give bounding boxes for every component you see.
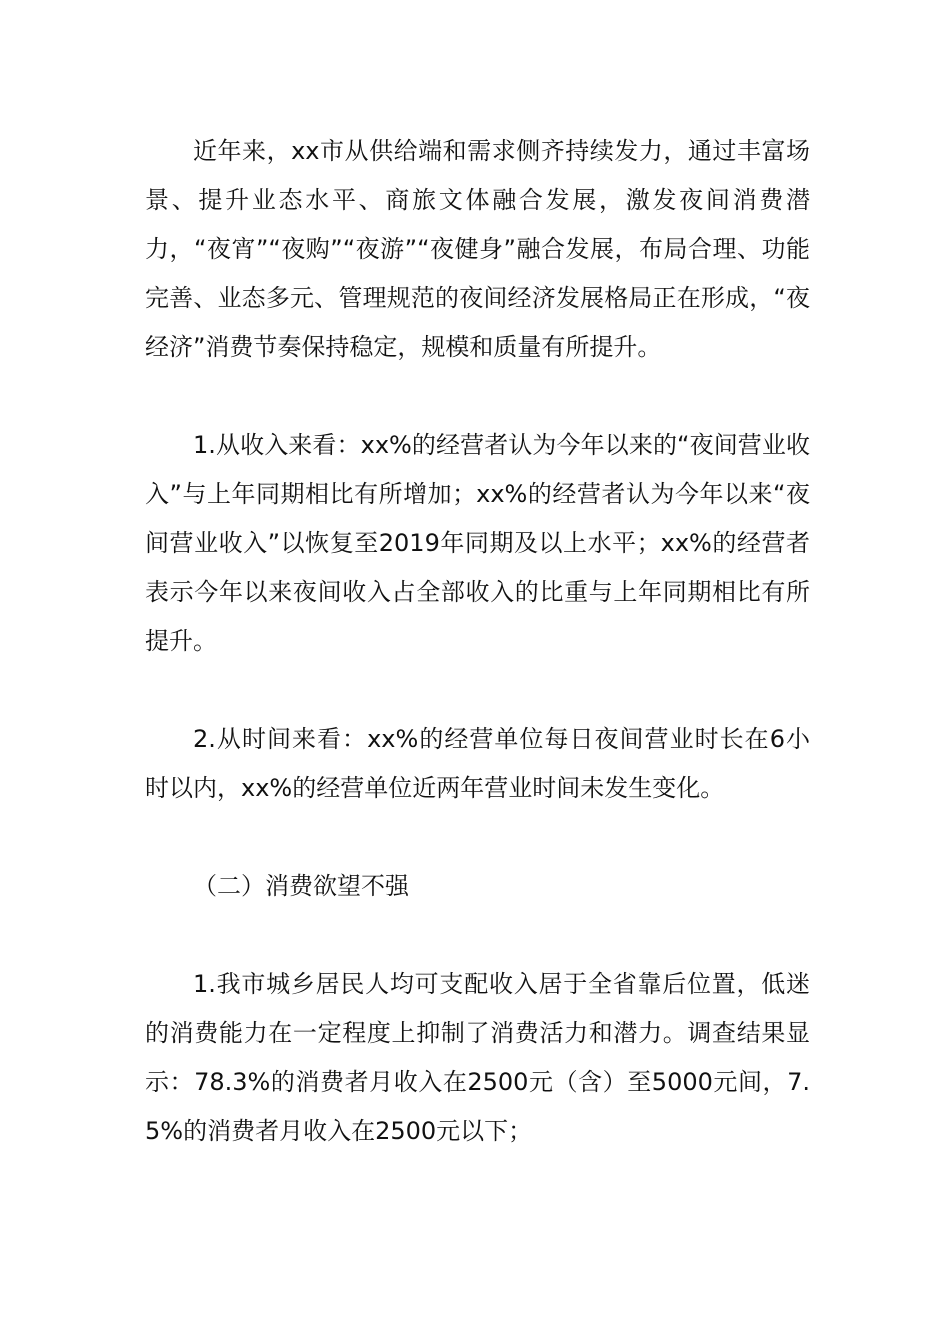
paragraph-consumption: 1.我市城乡居民人均可支配收入居于全省靠后位置，低迷的消费能力在一定程度上抑制了消费活力和潜力。调查结果显示：78.3%的消费者月收入在2500元（含）至5000元间，7.5%的消费者月收入在2500元以下； [145,970,810,1145]
paragraph-income: 1.从收入来看：xx%的经营者认为今年以来的“夜间营业收入”与上年同期相比有所增加；xx%的经营者认为今年以来“夜间营业收入”以恢复至2019年同期及以上水平；xx%的经营者表示今年以来夜间收入占全部收入的比重与上年同期相比有所提升。 [145,431,810,655]
document-body [145,127,810,1156]
paragraph-time: 2.从时间来看：xx%的经营单位每日夜间营业时长在6小时以内，xx%的经营单位近两年营业时间未发生变化。 [145,725,810,802]
section-heading: （二）消费欲望不强 [193,872,409,900]
paragraph-intro: 近年来，xx市从供给端和需求侧齐持续发力，通过丰富场景、提升业态水平、商旅文体融合发展，激发夜间消费潜力，“夜宵”“夜购”“夜游”“夜健身”融合发展，布局合理、功能完善、业态多元、管理规范的夜间经济发展格局正在形成，“夜经济”消费节奏保持稳定，规模和质量有所提升。 [145,137,810,361]
